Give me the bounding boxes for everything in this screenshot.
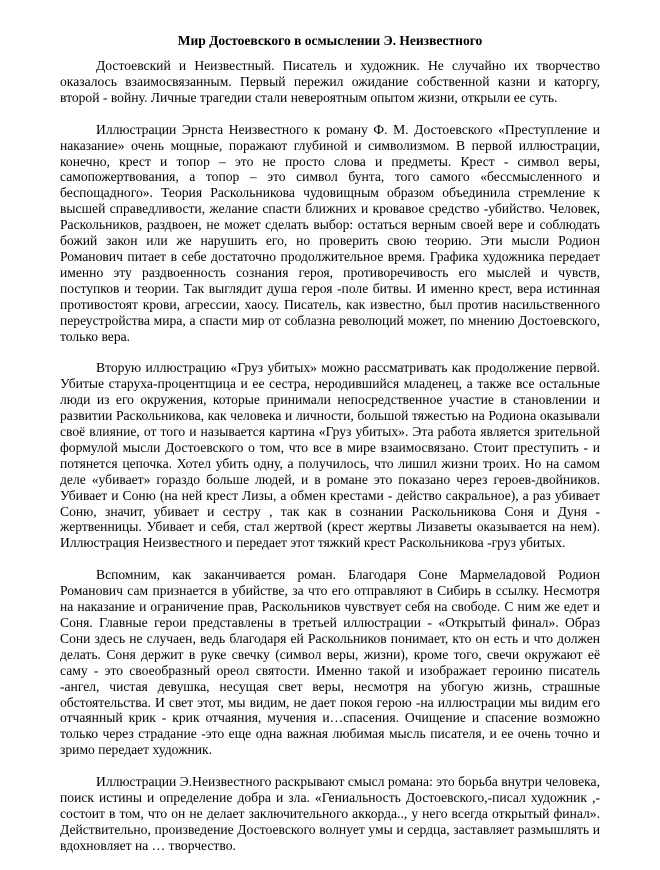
document-title: Мир Достоевского в осмыслении Э. Неизвестного [177, 33, 483, 48]
paragraph-third-illustration: Вспомним, как заканчивается роман. Благодаря Соне Мармеладовой Родион Романович сам признается в убийстве, за что его отправляют в Сибирь в ссылку. Несмотря на наказание и ограничение прав, Раскольников чувствует себя на свободе. С ним же едет и Соня. Главные герои представлены в третьей иллюстрации - «Открытый финал». Образ Сони здесь не случаен, ведь благодаря ей Раскольников понимает, кто он есть и что должен делать. Соня держит в руке свечку (символ веры, жизни), кроме того, свечи окружают её саму - это своеобразный ореол святости. Именно такой и изображает героиню писатель -ангел, чистая девушка, несущая свет веры, несмотря на убогую жизнь, страшные обстоятельства. И свет этот, мы видим, не дает покоя герою -на иллюстрации мы видим его отчаянный крик - крик отчаяния, мучения и…спасения. Очищение и спасение возможно только через страдание -это еще одна важная любимая мысль писателя, и ее очень точно и зримо передает художник. [60, 567, 600, 758]
paragraph-intro: Достоевский и Неизвестный. Писатель и художник. Не случайно их творчество оказалось взаимосвязанным. Первый пережил ожидание собственной казни и каторгу, второй - войну. Личные трагедии стали невероятным опытом жизни, открыли ее суть. [60, 58, 600, 105]
paragraph-second-illustration: Вторую иллюстрацию «Груз убитых» можно рассматривать как продолжение первой. Убитые старуха-процентщица и ее сестра, неродившийся младенец, а также все остальные люди из его окружения, которые принимали непосредственное участие в становлении и развитии Раскольникова, как человека и личности, большой тяжестью на Родиона оказывали своё влияние, от того и называется картина «Груз убитых». Эта работа является зрительной формулой мысли Достоевского о том, что все в мире взаимосвязано. Стоит преступить - и потянется цепочка. Хотел убить одну, а получилось, что лишил жизни троих. Но на самом деле «убивает» гораздо больше людей, и в романе это показано через героев-двойников. Убивает и Соню (на ней крест Лизы, а обмен крестами - действо сакральное), а раз убивает Соню, значит, убивает и сестру , так как в сознании Раскольникова Соня и Дуня - жертвенницы. Убивает и себя, стал жертвой (крест жертвы Лизаветы оказывается на нем). Иллюстрация Неизвестного и передает этот тяжкий крест Раскольникова -груз убитых. [60, 360, 600, 551]
paragraph-conclusion: Иллюстрации Э.Неизвестного раскрывают смысл романа: это борьба внутри человека, поиск истины и определение добра и зла. «Гениальность Достоевского,-писал художник ,-состоит в том, что он не делает заключительного аккорда.., у него всегда открытый финал». Действительно, произведение Достоевского волнует умы и сердца, заставляет размышлять и вдохновляет на … творчество. [60, 774, 600, 853]
document-page [60, 32, 600, 870]
paragraph-first-illustration: Иллюстрации Эрнста Неизвестного к роману Ф. М. Достоевского «Преступление и наказание» очень мощные, поражают глубиной и символизмом. В первой иллюстрации, конечно, крест и топор – это не просто слова и предметы. Крест - символ веры, самопожертвования, а топор – это символ бунта, того самого «бессмысленного и беспощадного». Теория Раскольникова чудовищным образом объединила стремление к высшей справедливости, желание спасти ближних и кровавое средство -убийство. Человек, Раскольников, раздвоен, не может сделать выбор: остаться верным своей вере и соблюдать божий закон или же нарушить его, но проверить свою теорию. Эти мысли Родион Романович питает в себе достаточно продолжительное время. Графика художника передает именно эту раздвоенность сознания героя, противоречивость его мыслей и чувств, поступков и теории. Так выглядит душа героя -поле битвы. И именно крест, вера истинная противостоят крови, агрессии, хаосу. Писатель, как известно, был против насильственного переустройства мира, а спасти мир от соблазна революций может, по мнению Достоевского, только вера. [60, 121, 600, 344]
